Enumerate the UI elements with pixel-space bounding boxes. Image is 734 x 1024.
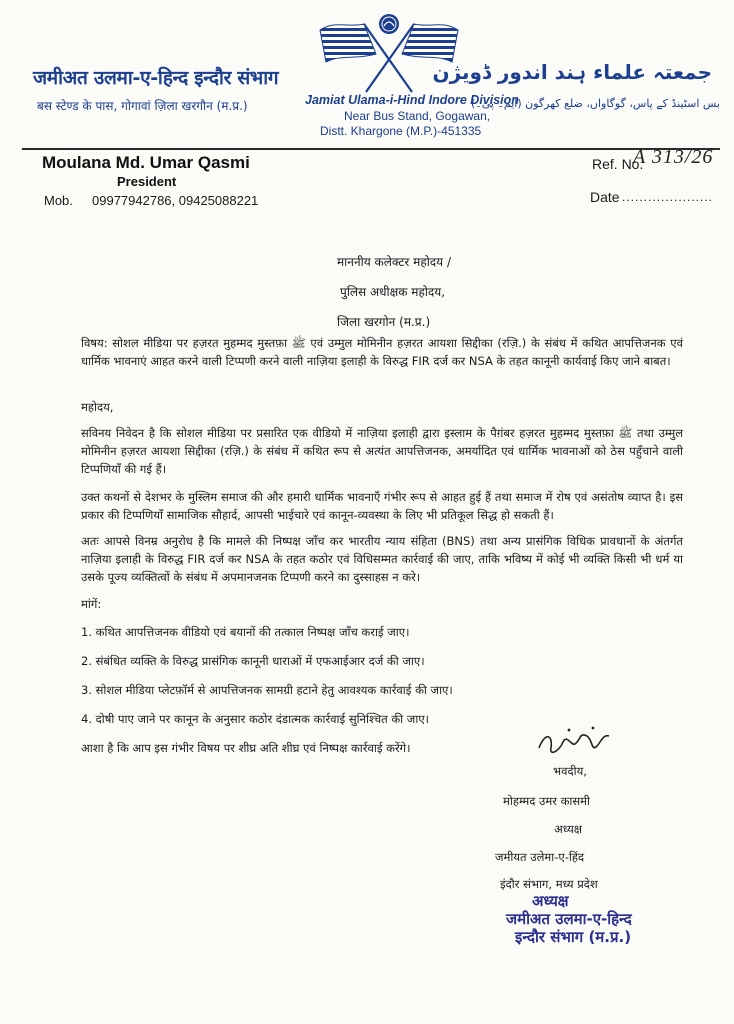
body-paragraph-3: अतः आपसे विनम्र अनुरोध है कि मामले की निष्पक्ष जाँच कर भारतीय न्याय संहिता (BNS) तथा अन्य प्रासंगिक विधिक प्रावधानों के अंतर्गत नाज़िया इलाही के विरुद्ध FIR दर्ज कर NSA के तहत कठोर एवं विधिसम्मत कार्रवाई की जाए, ताकि भविष्य में कोई भी व्यक्ति किसी भी धर्म या उसके पूज्य व्यक्तित्वों के संबंध में अपमानजनक टिप्पणी करने का दुस्साहस न करे। bbox=[81, 534, 683, 584]
letterhead-divider bbox=[22, 148, 720, 150]
signoff-yours: भवदीय, bbox=[553, 764, 587, 778]
recipient-district: जिला खरगोन (म.प्र.) bbox=[337, 315, 431, 329]
ref-no-handwritten: A 313/26 bbox=[633, 146, 714, 168]
demand-item-3: 3. सोशल मीडिया प्लेटफ़ॉर्म से आपत्तिजनक सामग्री हटाने हेतु आवश्यक कार्रवाई की जाए। bbox=[81, 683, 453, 697]
signoff-division: इंदौर संभाग, मध्य प्रदेश bbox=[500, 877, 598, 891]
stamp-org: जमीअत उलमा-ए-हिन्द bbox=[506, 910, 632, 928]
org-address-urdu: بس اسٹینڈ کے پاس، گوگاواں، ضلع کھرگون (ایم۔ پی۔) bbox=[471, 97, 720, 110]
demand-item-4: 4. दोषी पाए जाने पर कानून के अनुसार कठोर दंडात्मक कार्रवाई सुनिश्चित की जाए। bbox=[81, 712, 430, 726]
demand-item-1: 1. कथित आपत्तिजनक वीडियो एवं बयानों की तत्काल निष्पक्ष जाँच कराई जाए। bbox=[81, 625, 410, 639]
stamp-division: इन्दौर संभाग (म.प्र.) bbox=[515, 928, 632, 946]
demands-heading: मांगें: bbox=[81, 597, 102, 611]
org-address-english-line1: Near Bus Stand, Gogawan, bbox=[344, 109, 491, 123]
handwritten-signature bbox=[535, 722, 615, 762]
sender-name: Moulana Md. Umar Qasmi bbox=[42, 153, 250, 172]
stamp-title: अध्यक्ष bbox=[532, 892, 569, 910]
org-name-urdu: جمعتہ علماء ہند اندور ڈویژن bbox=[432, 60, 712, 84]
body-paragraph-1: सविनय निवेदन है कि सोशल मीडिया पर प्रसारित एक वीडियो में नाज़िया इलाही द्वारा इस्लाम के पैग़ंबर हज़रत मुहम्मद मुस्तफ़ा ﷺ तथा उम्मुल मोमिनीन हज़रत आयशा सिद्दीका (रज़ि.) के संबंध में कथित रूप से अत्यंत आपत्तिजनक, अमर्यादित एवं धार्मिक भावनाओं को ठेस पहुँचाने वाली टिप्पणियाँ की गई हैं। bbox=[81, 426, 683, 476]
date-blank: ..................... bbox=[622, 190, 714, 204]
signoff-name: मोहम्मद उमर कासमी bbox=[503, 794, 591, 808]
closing-line: आशा है कि आप इस गंभीर विषय पर शीघ्र अति शीघ्र एवं निष्पक्ष कार्रवाई करेंगे। bbox=[81, 741, 411, 755]
org-name-english: Jamiat Ulama-i-Hind Indore Division bbox=[305, 93, 519, 107]
recipient-sp: पुलिस अधीक्षक महोदय, bbox=[340, 285, 446, 299]
demand-item-2: 2. संबंधित व्यक्ति के विरुद्ध प्रासंगिक कानूनी धाराओं में एफआईआर दर्ज की जाए। bbox=[81, 654, 425, 668]
sender-title: President bbox=[117, 174, 177, 189]
mobile-label: Mob. bbox=[44, 193, 73, 208]
org-name-hindi: जमीअत उलमा-ए-हिन्द इन्दौर संभाग bbox=[33, 67, 279, 89]
mobile-numbers: 09977942786, 09425088221 bbox=[92, 193, 259, 208]
salutation: महोदय, bbox=[81, 400, 114, 414]
date-label: Date bbox=[590, 189, 620, 205]
org-address-english-line2: Distt. Khargone (M.P.)-451335 bbox=[320, 124, 482, 138]
org-address-hindi: बस स्टेण्ड के पास, गोगावां ज़िला खरगौन (म.प्र.) bbox=[37, 99, 248, 113]
recipient-collector: माननीय कलेक्टर महोदय / bbox=[337, 255, 451, 269]
subject-line: विषय: सोशल मीडिया पर हज़रत मुहम्मद मुस्तफ़ा ﷺ एवं उम्मुल मोमिनीन हज़रत आयशा सिद्दीका (रज़ि.) के संबंध में कथित आपत्तिजनक एवं धार्मिक भावनाएं आहत करने वाली टिप्पणी करने वाली नाज़िया इलाही के विरुद्ध FIR दर्ज कर NSA के तहत कानूनी कार्यवाई किए जाने बाबत। bbox=[81, 336, 683, 368]
signoff-designation: अध्यक्ष bbox=[554, 822, 583, 836]
body-paragraph-2: उक्त कथनों से देशभर के मुस्लिम समाज की और हमारी धार्मिक भावनाएँ गंभीर रूप से आहत हुई हैं तथा समाज में रोष एवं असंतोष व्याप्त है। इस प्रकार की टिप्पणियाँ सामाजिक सौहार्द, आपसी भाईचारे एवं कानून-व्यवस्था के लिए भी प्रतिकूल सिद्ध हो सकती हैं। bbox=[81, 490, 683, 522]
signoff-org: जमीयत उलेमा-ए-हिंद bbox=[495, 850, 585, 864]
ref-no-label: Ref. No. bbox=[592, 156, 644, 172]
